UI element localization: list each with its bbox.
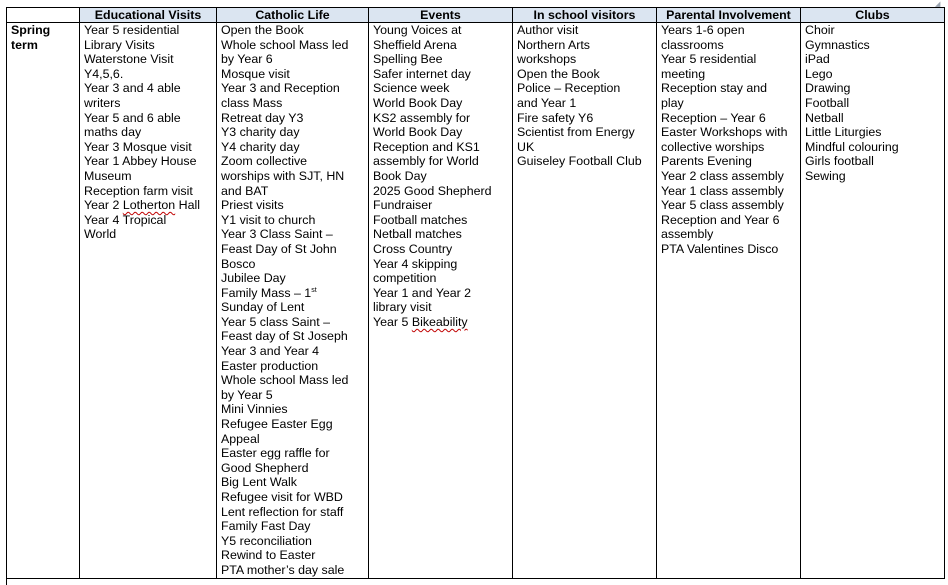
cell-line: Y1 visit to church [221, 212, 316, 227]
cell-line: Book Day [373, 168, 427, 183]
cell-line: Big Lent Walk [221, 475, 297, 490]
header-blank [7, 8, 80, 23]
spellcheck-flag: Bikeability [411, 314, 468, 329]
cell-line: Good Shepherd [221, 460, 309, 475]
cell-line: Years 1-6 open [661, 23, 745, 37]
cell-line: Waterstone Visit [84, 52, 174, 67]
parental-involvement-cell [657, 23, 801, 579]
cell-line: Year 3 and Reception [221, 81, 340, 96]
cell-line: Northern Arts [517, 37, 590, 52]
cell-line: Retreat day Y3 [221, 110, 304, 125]
cell-line: class Mass [221, 95, 283, 110]
cell-line: Rewind to Easter [221, 548, 316, 563]
resize-handle-icon: ◢ [935, 0, 941, 8]
cell-line: Sunday of Lent [221, 300, 305, 315]
cell-line: UK [517, 139, 535, 154]
cell-line: Year 4 skipping [373, 256, 458, 271]
cell-line: Science week [373, 81, 450, 96]
cell-line: Spelling Bee [373, 52, 443, 67]
cell-line: Little Liturgies [805, 125, 882, 140]
cell-line: Zoom collective [221, 154, 308, 169]
cell-line: Easter production [221, 358, 319, 373]
cell-line: Priest visits [221, 198, 284, 213]
cell-line: play [661, 95, 684, 110]
cell-line: Y4,5,6. [84, 66, 124, 81]
cell-line: Netball matches [373, 227, 462, 242]
cell-line: World Book Day [373, 125, 463, 140]
cell-line: Lego [805, 66, 833, 81]
educational-visits-cell [80, 23, 217, 579]
events-cell [369, 23, 513, 579]
cell-line: Lent reflection for staff [221, 504, 344, 519]
cell-line: collective worships [661, 139, 765, 154]
cell-line: Netball [805, 110, 844, 125]
cell-line: Year 3 Mosque visit [84, 139, 192, 154]
cell-line: Cross Country [373, 241, 453, 256]
header-events: Events [369, 8, 513, 23]
cell-line: Refugee Easter Egg [221, 417, 333, 432]
cell-line: Appeal [221, 431, 260, 446]
cell-line: classrooms [661, 37, 724, 52]
cell-line: Young Voices at [373, 23, 462, 37]
cell-line: Family Fast Day [221, 519, 311, 534]
cell-line: Year 5 class assembly [661, 198, 784, 213]
cell-line: Library Visits [84, 37, 155, 52]
catholic-life-cell [217, 23, 369, 579]
cell-line: 2025 Good Shepherd [373, 183, 492, 198]
term-label-line: term [11, 37, 38, 52]
cell-line: maths day [84, 125, 142, 140]
cell-line: library visit [373, 300, 432, 315]
cell-line: and BAT [221, 183, 269, 198]
cell-line: Y4 charity day [221, 139, 300, 154]
spellcheck-flag: Lotherton [122, 198, 176, 213]
cell-line: Reception farm visit [84, 183, 193, 198]
cell-line: Easter Workshops with [661, 125, 788, 140]
spring-term-row [7, 23, 945, 579]
cell-line: Year 5 and 6 able [84, 110, 181, 125]
cell-line: Year 4 Tropical [84, 212, 167, 227]
cell-line: workshops [517, 52, 577, 67]
cell-line: Year 5 residential [661, 52, 757, 67]
cell-line: Museum [84, 168, 132, 183]
spring-term-table [6, 7, 945, 579]
next-row-border [6, 576, 7, 585]
cell-line: assembly [661, 227, 714, 242]
cell-line: Reception and KS1 [373, 139, 480, 154]
cell-line: Bosco [221, 256, 256, 271]
cell-line: writers [84, 95, 121, 110]
cell-line: Mosque visit [221, 66, 290, 81]
cell-line: Y5 reconciliation [221, 533, 312, 548]
cell-line: Gymnastics [805, 37, 870, 52]
in-school-visitors-cell [513, 23, 657, 579]
cell-line: Girls football [805, 154, 874, 169]
cell-line: Drawing [805, 81, 851, 96]
cell-line: World [84, 227, 117, 242]
cell-line: Guiseley Football Club [517, 154, 642, 169]
cell-line: Football matches [373, 212, 468, 227]
cell-line: Choir [805, 23, 835, 37]
cell-line: Whole school Mass led [221, 373, 349, 388]
cell-line: Football [805, 95, 850, 110]
cell-line: PTA Valentines Disco [661, 241, 779, 256]
cell-line: PTA mother’s day sale [221, 562, 345, 577]
cell-line: Feast day of St Joseph [221, 329, 348, 344]
cell-line: by Year 5 [221, 387, 273, 402]
cell-line: Year 3 and 4 able [84, 81, 181, 96]
cell-line: Mindful colouring [805, 139, 899, 154]
cell-line: Fire safety Y6 [517, 110, 594, 125]
cell-line: Jubilee Day [221, 271, 286, 286]
cell-line: Author visit [517, 23, 579, 37]
cell-line: Open the Book [221, 23, 304, 37]
cell-line: competition [373, 271, 437, 286]
cell-line: Police – Reception [517, 81, 621, 96]
cell-line: Year 1 and Year 2 [373, 285, 472, 300]
cell-line: Parents Evening [661, 154, 752, 169]
cell-line: Easter egg raffle for [221, 446, 330, 461]
header-parental-involvement: Parental Involvement [657, 8, 801, 23]
cell-line: Fundraiser [373, 198, 433, 213]
cell-line: Open the Book [517, 66, 600, 81]
cell-line: World Book Day [373, 95, 463, 110]
cell-line: by Year 6 [221, 52, 273, 67]
cell-line: Refugee visit for WBD [221, 490, 343, 504]
cell-line: KS2 assembly for [373, 110, 471, 125]
cell-line: Reception stay and [661, 81, 768, 96]
cell-line: Year 1 class assembly [661, 183, 784, 198]
cell-line: assembly for World [373, 154, 479, 169]
cell-line: Family Mass – 1st [221, 285, 317, 300]
cell-line: Reception and Year 6 [661, 212, 780, 227]
cell-line: Year 5 residential [84, 23, 180, 37]
cell-line: worships with SJT, HN [221, 168, 345, 183]
cell-line: Reception – Year 6 [661, 110, 766, 125]
cell-line: Year 2 class assembly [661, 168, 784, 183]
cell-line: Mini Vinnies [221, 402, 288, 417]
cell-line: Year 5 class Saint – [221, 314, 331, 329]
cell-line: Whole school Mass led [221, 37, 349, 52]
cell-line: Year 2 Lotherton Hall [84, 198, 200, 213]
cell-line: Year 3 Class Saint – [221, 227, 333, 242]
clubs-cell [801, 23, 945, 579]
header-clubs: Clubs [801, 8, 945, 23]
cell-line: Sheffield Arena [373, 37, 457, 52]
cell-line: iPad [805, 52, 830, 67]
cell-line: Y3 charity day [221, 125, 300, 140]
cell-line: Year 5 Bikeability [373, 314, 468, 329]
cell-line: and Year 1 [517, 95, 577, 110]
cell-line: Year 1 Abbey House [84, 154, 197, 169]
header-row [7, 8, 945, 23]
header-in-school-visitors: In school visitors [513, 8, 657, 23]
term-label-line: Spring [11, 23, 51, 37]
cell-line: Feast Day of St John [221, 241, 337, 256]
cell-line: Sewing [805, 168, 846, 183]
term-label-cell [7, 23, 80, 579]
header-educational-visits: Educational Visits [80, 8, 217, 23]
cell-line: Safer internet day [373, 66, 471, 81]
cell-line: meeting [661, 66, 706, 81]
cell-line: Scientist from Energy [517, 125, 635, 140]
cell-line: Year 3 and Year 4 [221, 344, 320, 359]
header-catholic-life: Catholic Life [217, 8, 369, 23]
